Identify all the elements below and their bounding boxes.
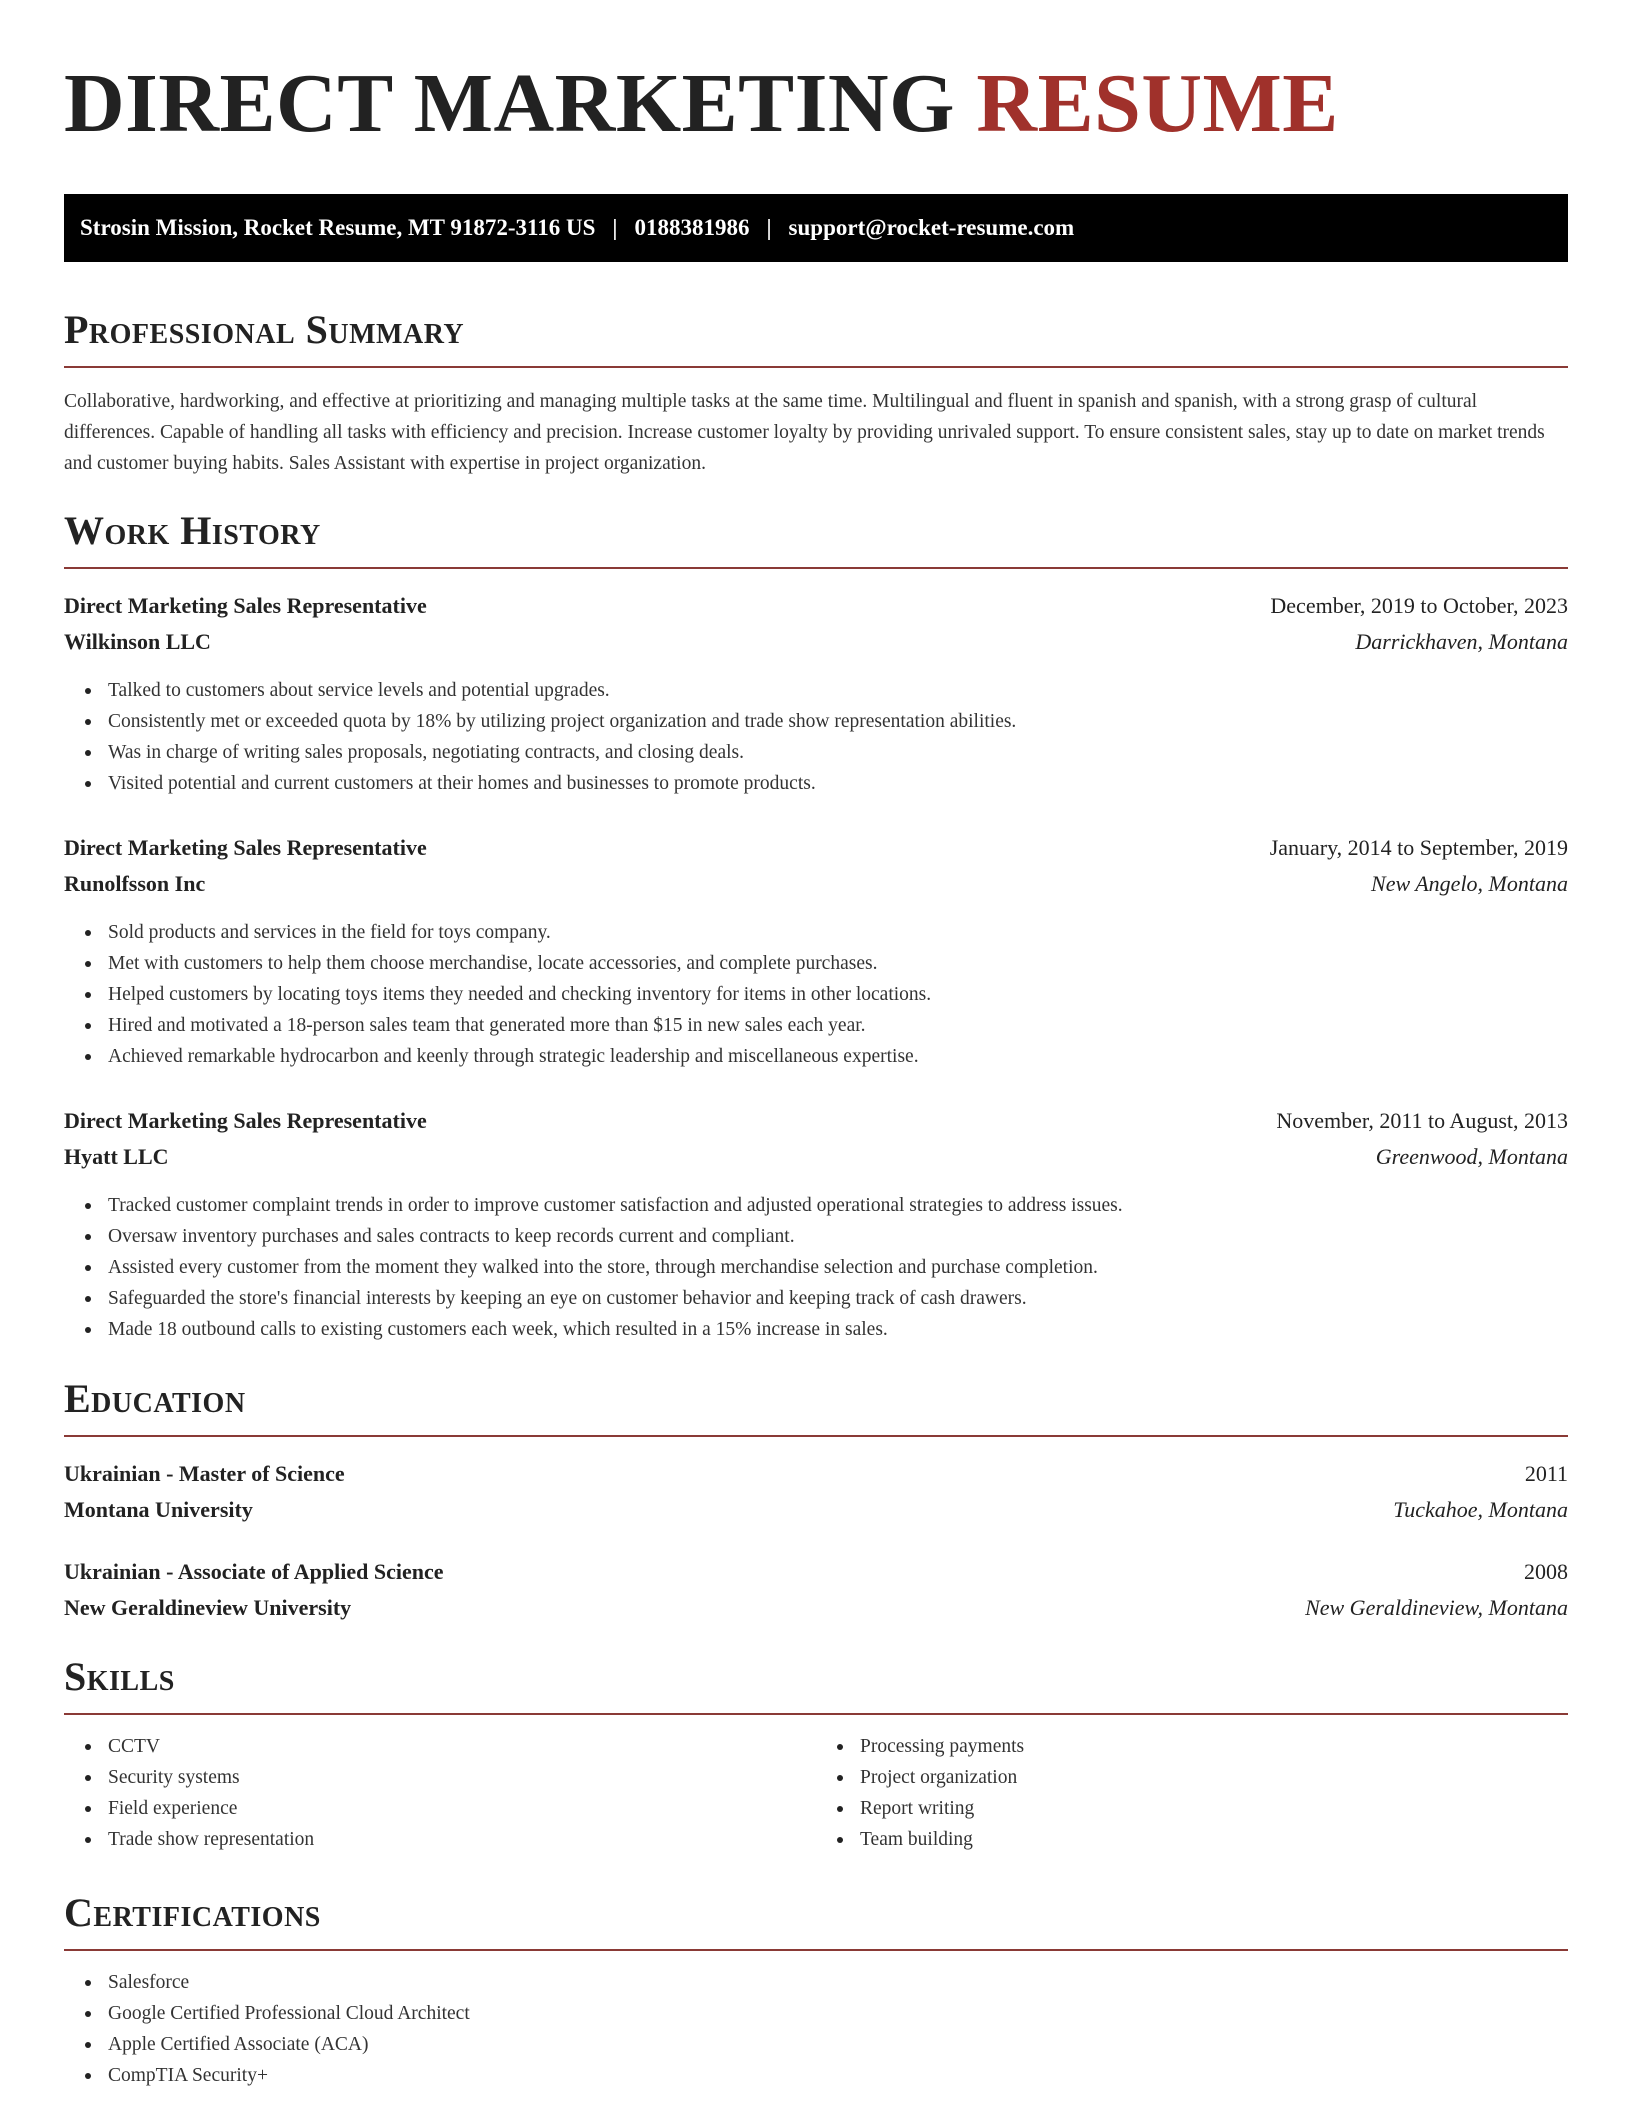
contact-bar xyxy=(64,194,1568,262)
contact-separator: | xyxy=(766,215,772,240)
certification-item: Salesforce xyxy=(108,1967,1568,1998)
job-role: Direct Marketing Sales Representative xyxy=(64,593,427,618)
job-company: Runolfsson Inc xyxy=(64,871,206,896)
certification-item: Google Certified Professional Cloud Architect xyxy=(108,1998,1568,2029)
skill-item: Project organization xyxy=(860,1762,1568,1793)
skills-column-right xyxy=(816,1731,1568,1855)
job-duties xyxy=(64,1190,1568,1345)
skill-item: Team building xyxy=(860,1824,1568,1855)
work-history-heading: Work History xyxy=(64,507,1568,569)
job-dates: December, 2019 to October, 2023 xyxy=(1270,593,1568,618)
title-accent: RESUME xyxy=(976,57,1339,150)
job-duties xyxy=(64,675,1568,799)
certification-item: Apple Certified Associate (ACA) xyxy=(108,2029,1568,2060)
skill-item: Report writing xyxy=(860,1793,1568,1824)
job-duty: Safeguarded the store's financial interests by keeping an eye on customer behavior and keeping track of cash drawers. xyxy=(108,1283,1568,1314)
skills-heading: Skills xyxy=(64,1653,1568,1715)
education-heading: Education xyxy=(64,1375,1568,1437)
job-location: New Angelo, Montana xyxy=(1371,871,1568,896)
job-role: Direct Marketing Sales Representative xyxy=(64,1108,427,1133)
job-company: Hyatt LLC xyxy=(64,1144,169,1169)
job-entry xyxy=(64,1106,1568,1345)
title-main: DIRECT MARKETING xyxy=(64,57,955,150)
job-duty: Hired and motivated a 18-person sales team that generated more than $15 in new sales each year. xyxy=(108,1010,1568,1041)
education-entry xyxy=(64,1557,1568,1623)
certifications-list xyxy=(64,1967,1568,2091)
job-duty: Tracked customer complaint trends in order to improve customer satisfaction and adjusted operational strategies to address issues. xyxy=(108,1190,1568,1221)
job-duty: Assisted every customer from the moment they walked into the store, through merchandise selection and purchase completion. xyxy=(108,1252,1568,1283)
education-school: Montana University xyxy=(64,1497,253,1522)
education-entry xyxy=(64,1459,1568,1525)
education-location: New Geraldineview, Montana xyxy=(1305,1595,1568,1620)
certifications-heading: Certifications xyxy=(64,1889,1568,1951)
summary-heading: Professional Summary xyxy=(64,306,1568,368)
education-year: 2011 xyxy=(1524,1461,1568,1486)
skill-item: Processing payments xyxy=(860,1731,1568,1762)
skill-item: CCTV xyxy=(108,1731,816,1762)
education-degree: Ukrainian - Master of Science xyxy=(64,1461,345,1486)
certification-item: CompTIA Security+ xyxy=(108,2060,1568,2091)
education-degree: Ukrainian - Associate of Applied Science xyxy=(64,1559,444,1584)
contact-address: Strosin Mission, Rocket Resume, MT 91872-3116 US xyxy=(80,215,596,240)
summary-text: Collaborative, hardworking, and effective at prioritizing and managing multiple tasks at the same time. Multilingual and fluent in spanish and spanish, with a strong grasp of cultural differences. Capable of handling all tasks with efficiency and precision. Increase customer loyalty by providing unrivaled support. To ensure consistent sales, stay up to date on market trends and customer buying habits. Sales Assistant with expertise in project organization. xyxy=(64,391,1545,474)
job-duty: Made 18 outbound calls to existing customers each week, which resulted in a 15% increase in sales. xyxy=(108,1314,1568,1345)
job-duty: Achieved remarkable hydrocarbon and keenly through strategic leadership and miscellaneous expertise. xyxy=(108,1041,1568,1072)
skill-item: Field experience xyxy=(108,1793,816,1824)
job-duty: Visited potential and current customers at their homes and businesses to promote products. xyxy=(108,768,1568,799)
contact-phone: 0188381986 xyxy=(634,215,750,240)
job-company: Wilkinson LLC xyxy=(64,629,211,654)
contact-email: support@rocket-resume.com xyxy=(788,215,1075,240)
skills-grid xyxy=(64,1731,1568,1855)
job-duty: Oversaw inventory purchases and sales contracts to keep records current and compliant. xyxy=(108,1221,1568,1252)
contact-separator: | xyxy=(612,215,618,240)
job-dates: January, 2014 to September, 2019 xyxy=(1269,835,1568,860)
job-role: Direct Marketing Sales Representative xyxy=(64,835,427,860)
job-location: Darrickhaven, Montana xyxy=(1355,629,1568,654)
job-entry xyxy=(64,833,1568,1072)
skill-item: Trade show representation xyxy=(108,1824,816,1855)
education-school: New Geraldineview University xyxy=(64,1595,352,1620)
skill-item: Security systems xyxy=(108,1762,816,1793)
job-location: Greenwood, Montana xyxy=(1375,1144,1568,1169)
job-dates: November, 2011 to August, 2013 xyxy=(1276,1108,1568,1133)
job-duties xyxy=(64,917,1568,1072)
job-duty: Sold products and services in the field for toys company. xyxy=(108,917,1568,948)
education-location: Tuckahoe, Montana xyxy=(1393,1497,1568,1522)
job-duty: Talked to customers about service levels and potential upgrades. xyxy=(108,675,1568,706)
resume-title xyxy=(64,56,1568,152)
education-year: 2008 xyxy=(1524,1559,1568,1584)
job-duty: Was in charge of writing sales proposals, negotiating contracts, and closing deals. xyxy=(108,737,1568,768)
skills-column-left xyxy=(64,1731,816,1855)
job-duty: Helped customers by locating toys items they needed and checking inventory for items in other locations. xyxy=(108,979,1568,1010)
skills-list xyxy=(64,1731,816,1855)
job-duty: Consistently met or exceeded quota by 18% by utilizing project organization and trade show representation abilities. xyxy=(108,706,1568,737)
job-entry xyxy=(64,591,1568,799)
skills-list xyxy=(816,1731,1568,1855)
job-duty: Met with customers to help them choose merchandise, locate accessories, and complete purchases. xyxy=(108,948,1568,979)
